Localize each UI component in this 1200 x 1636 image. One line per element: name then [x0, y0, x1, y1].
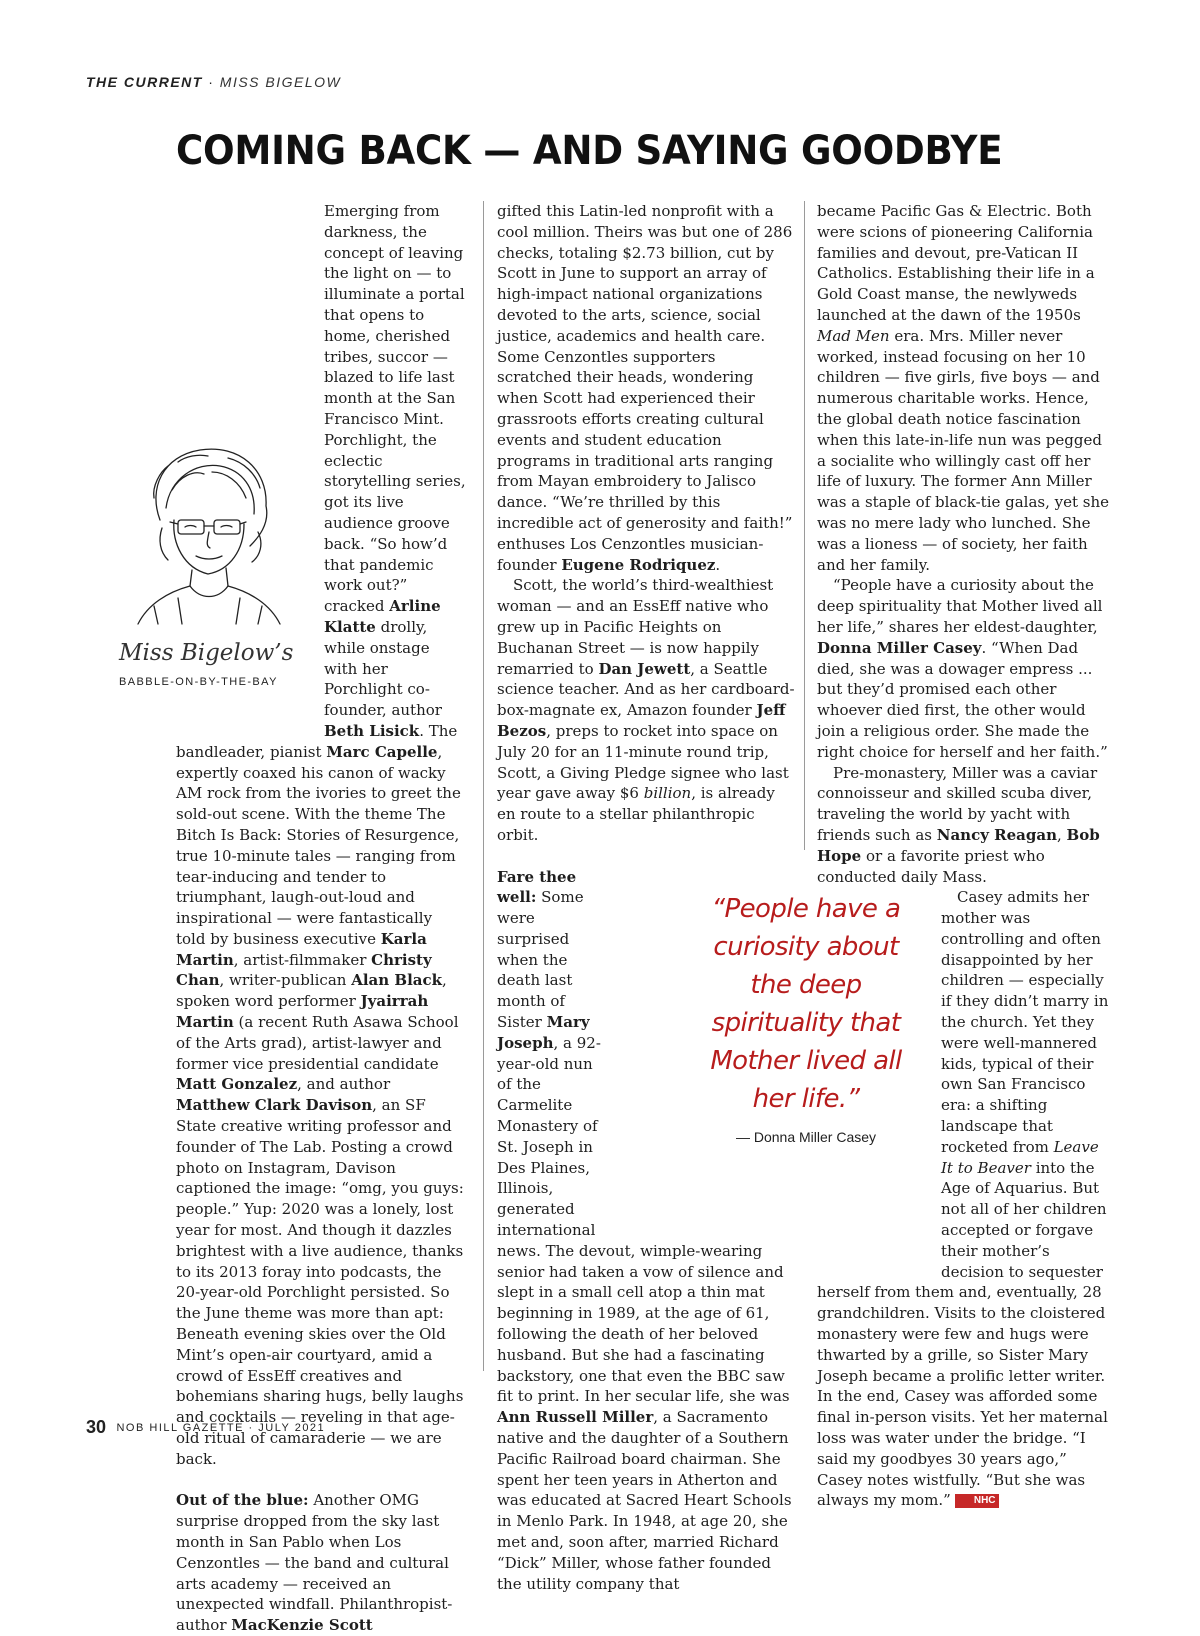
byline-script: Miss Bigelow’s — [119, 640, 294, 666]
paragraph-fare-thee-well: Fare thee well: Some were surprised when the death last month of Sister Mary Joseph, a 92-year-old nun of the Carmelite Monastery of St. Joseph in Des Plaines, Illinois, generated international news. The devout, wimple-wearing senior had taken a vow of silence and slept in a small cell atop a thin mat beginning in 1989, at the age of 61, following the death of her beloved husband. But she had a fascinating backstory, one that even the BBC saw fit to print. In her secular life, she was Ann Russell Miller, a Sacramento native and the daughter of a Southern Pacific Railroad board chairman. She spent her teen years in Atherton and was educated at Sacred Heart Schools in Menlo Park. In 1948, at age 20, she met and, soon after, married Richard “Dick” Miller, whose father founded the utility company that — [497, 867, 792, 1593]
article-column-3 — [817, 201, 1115, 1511]
nhc-end-badge: NHC — [955, 1494, 999, 1508]
page-number: 30 — [86, 1417, 107, 1437]
kicker-separator: · — [208, 74, 215, 90]
paragraph-out-of-the-blue-cont: gifted this Latin-led nonprofit with a cool million. Theirs was but one of 286 checks, totaling $2.73 billion, cut by Scott in June to support an array of high-impact national organizations devoted to the arts, science, social justice, academics and health care. Some Cenzontles supporters scratched their heads, wondering when Scott had experienced their grassroots efforts creating cultural events and student education programs in traditional arts ranging from Mayan embroidery to Jalisco dance. “We’re thrilled by this incredible act of generosity and faith!” enthuses Los Cenzontles musician-founder Eugene Rodriquez. — [497, 202, 793, 574]
section-name: THE CURRENT — [86, 74, 203, 90]
column-rule-1 — [483, 201, 484, 1371]
publication-line: NOB HILL GAZETTE · JULY 2021 — [116, 1422, 326, 1434]
column-rule-2 — [804, 201, 805, 850]
column-name: MISS BIGELOW — [219, 74, 342, 90]
pull-quote-attribution: — Donna Miller Casey — [735, 1129, 877, 1145]
pull-quote: “People have a curiosity about the deep spirituality that Mother lived all her life.” — [710, 894, 902, 1114]
paragraph-scott: Scott, the world’s third-wealthiest woman — and an EssEff native who grew up in Pacific Heights on Buchanan Street — is now happily remarried to Dan Jewett, a Seattle science teacher. And as her cardboard-box-magnate ex, Amazon founder Jeff Bezos, preps to rocket into space on July 20 for an 11-minute round trip, Scott, a Giving Pledge signee who last year gave away $6 billion, is already en route to a stellar philanthropic orbit. — [497, 576, 795, 844]
paragraph-casey-admits: Casey admits her mother was controlling and often disappointed by her children — especially if they didn’t marry in the church. Yet they were well-mannered kids, typical of their own San Francisco era: a shifting landscape that rocketed from Leave It to Beaver into the Age of Aquarius. But not all of her children accepted or forgave their mother’s decision to sequester herself from them and, eventually, 28 grandchildren. Visits to the cloistered monastery were few and hugs were thwarted by a grille, so Sister Mary Joseph became a prolific letter writer. In the end, Casey was afforded some final in-person visits. Yet her maternal loss was water under the bridge. “I said my goodbyes 30 years ago,” Casey notes wistfully. “But she was always my mom.” NHC — [817, 888, 1109, 1510]
section-kicker — [86, 74, 341, 90]
portrait-wrap-space — [176, 201, 324, 729]
paragraph-casey-quote: “People have a curiosity about the deep spirituality that Mother lived all her life,” shares her eldest-daughter, Donna Miller Casey. “When Dad died, she was a dowager empress ... but they’d promised each other whoever died first, the other would join a religious order. She made the right choice for herself and her faith.” — [817, 576, 1108, 761]
headline: COMING BACK — AND SAYING GOODBYE — [176, 128, 1003, 174]
paragraph-out-of-the-blue-start: Out of the blue: Another OMG surprise dropped from the sky last month in San Pablo when Los Cenzontles — the band and cultural arts academy — received an unexpected windfall. Philanthropist-author MacKenzie Scott — [176, 1491, 453, 1635]
byline-subtitle: BABBLE-ON-BY-THE-BAY — [119, 676, 278, 688]
paragraph-fare-thee-well-cont: became Pacific Gas & Electric. Both were scions of pioneering California families and devout, pre-Vatican II Catholics. Establishing their life in a Gold Coast manse, the newlyweds launched at the dawn of the 1950s Mad Men era. Mrs. Miller never worked, instead focusing on her 10 children — five girls, five boys — and numerous charitable works. Hence, the global death notice fascination when this late-in-life nun was pegged a socialite who willingly cast off her life of luxury. The former Ann Miller was a staple of black-tie galas, yet she was no mere lady who lunched. She was a lioness — of society, her faith and her family. — [817, 202, 1110, 574]
page-footer — [86, 1417, 325, 1438]
paragraph-porchlight: Emerging from darkness, the concept of leaving the light on — to illuminate a portal that opens to home, cherished tribes, succor — blazed to life last month at the San Francisco Mint. Porchlight, the eclectic storytelling series, got its live audience groove back. “So how’d that pandemic work out?” cracked Arline Klatte drolly, while onstage with her Porchlight co-founder, author Beth Lisick. The bandleader, pianist Marc Capelle, expertly coaxed his canon of wacky AM rock from the ivories to greet the sold-out scene. With the theme The Bitch Is Back: Stories of Resurgence, true 10-minute tales — ranging from tear-inducing and tender to triumphant, laugh-out-loud and inspirational — were fantastically told by business executive Karla Martin, artist-filmmaker Christy Chan, writer-publican Alan Black, spoken word performer Jyairrah Martin (a recent Ruth Asawa School of the Arts grad), artist-lawyer and former vice presidential candidate Matt Gonzalez, and author Matthew Clark Davison, an SF State creative writing professor and founder of The Lab. Posting a crowd photo on Instagram, Davison captioned the image: “omg, you guys: people.” Yup: 2020 was a lonely, lost year for most. And though it dazzles brightest with a live audience, thanks to its 2013 foray into podcasts, the 20-year-old Porchlight persisted. So the June theme was more than apt: Beneath evening skies over the Old Mint’s open-air courtyard, amid a crowd of EssEff creatives and bohemians sharing hugs, belly laughs and cocktails — reveling in that age-old ritual of camaraderie — we are back. — [176, 202, 466, 1468]
paragraph-pre-monastery: Pre-monastery, Miller was a caviar connoisseur and skilled scuba diver, traveling the world by yacht with friends such as Nancy Reagan, Bob Hope or a favorite priest who conducted daily Mass. — [817, 763, 1100, 886]
